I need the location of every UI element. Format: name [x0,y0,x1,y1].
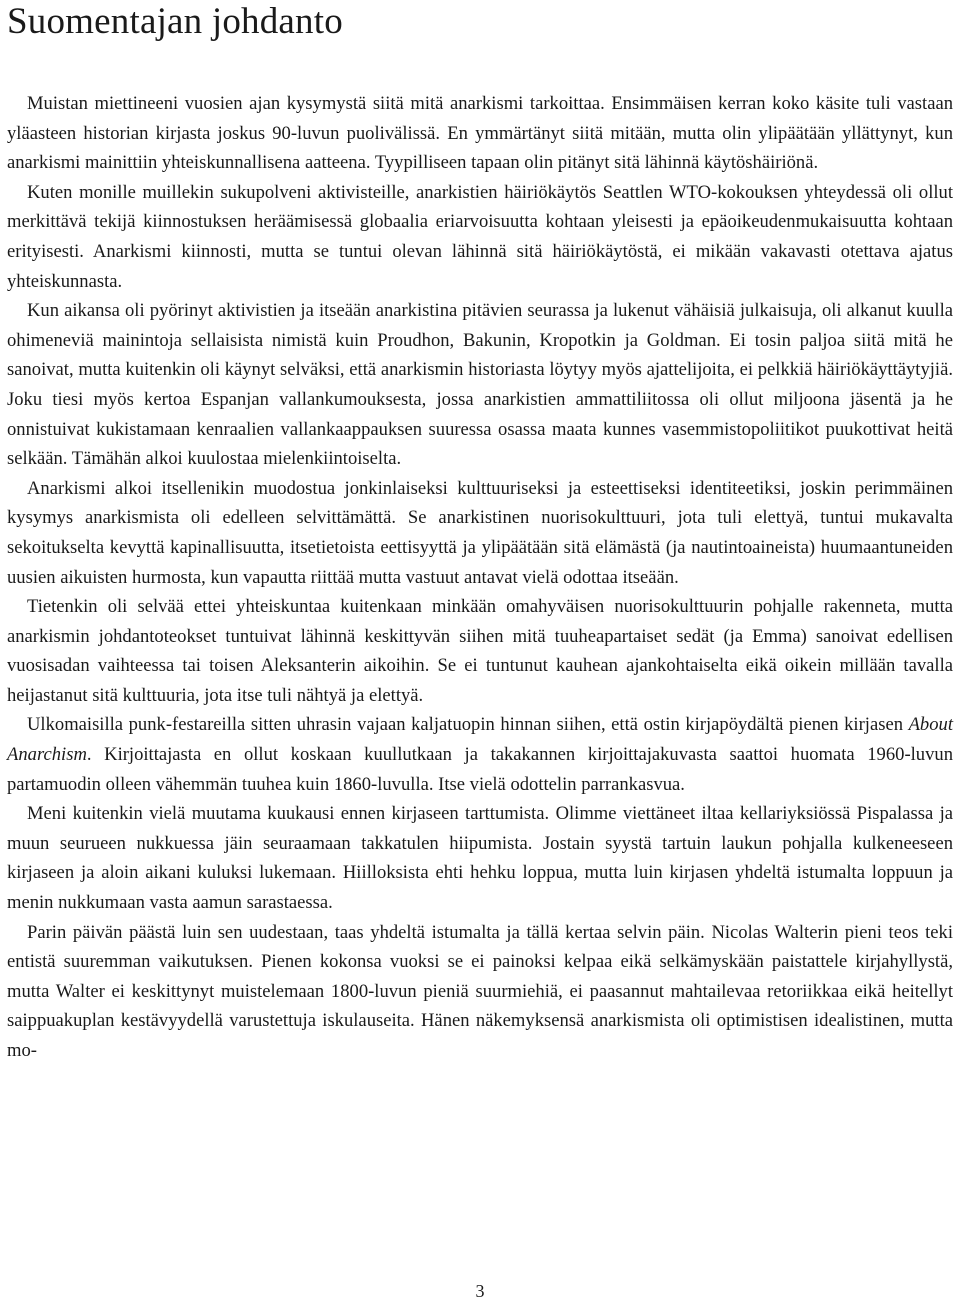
paragraph-4: Anarkismi alkoi itsellenikin muodostua jonkinlaiseksi kulttuuriseksi ja esteettiseksi identiteetiksi, joskin perimmäinen kysymys anarkismista oli edelleen selvittämättä. Se anarkistinen nuorisokulttuuri, jota tuli elettyä, tuntui mukavalta sekoitukselta kevyttä kapinallisuutta, itsetietoista eettisyyttä ja ylipäätään sitä elämästä (ja nautintoaineista) huumaantuneiden uusien aikuisten hurmosta, kun vapautta riittää mutta vastuut antavat vielä odottaa itseään. [7,477,953,588]
paragraph-2: Kuten monille muillekin sukupolveni aktivisteille, anarkistien häiriökäytös Seattlen WTO-kokouksen yhteydessä oli ollut merkittävä tekijä kiinnostuksen heräämisessä globaalia eriarvoisuutta kohtaan yleisesti ja epäoikeudenmukaisuutta kohtaan erityisesti. Anarkismi kiinnosti, mutta se tuntui olevan lähinnä sitä häiriökäytöstä, ei mikään vakavasti otettava ajatus yhteiskunnasta. [7,181,953,292]
paragraph-6-text-before: Ulkomaisilla punk-festareilla sitten uhrasin vajaan kaljatuopin hinnan siihen, että ostin kirjapöydältä pienen kirjasen [27,714,909,736]
page-content [7,0,953,1066]
page-number: 3 [475,1281,485,1301]
paragraph-8: Parin päivän päästä luin sen uudestaan, taas yhdeltä istumalta ja tällä kertaa selvin päin. Nicolas Walterin pieni teos teki entistä suuremman vaikutuksen. Pienen kokonsa vuoksi se ei painoksi kelpaa eikä selkämyskään paistattele kirjahyllystä, mutta Walter ei keskittynyt muistelemaan 1800-luvun pieniä suurmiehiä, ei paasannut mahtailevaa retoriikkaa eikä heitellyt saippuakuplan kestävyydellä varustettuja iskulauseita. Hänen näkemyksensä anarkismista oli optimistisen idealistinen, mutta mo- [7,921,953,1061]
paragraph-6 [7,710,953,799]
paragraph-6-text-after: . Kirjoittajasta en ollut koskaan kuullutkaan ja takakannen kirjoittajakuvasta saattoi huomata 1960-luvun partamuodin olleen vähemmän tuuhea kuin 1860-luvulla. Itse vielä odottelin parrankasvua. [7,744,953,795]
body-text [7,89,953,1066]
paragraph-7: Meni kuitenkin vielä muutama kuukausi ennen kirjaseen tarttumista. Olimme viettäneet iltaa kellariyksiössä Pispalassa ja muun seurueen nukkuessa jäin seuraamaan takkatulen hiipumista. Jostain syystä tartuin laukun pohjalla kulkeneeseen kirjaseen ja aloin aikani kuluksi lukemaan. Hiilloksista ehti hehku loppua, mutta luin kirjasen yhdeltä istumalta loppuun ja menin nukkumaan vasta aamun sarastaessa. [7,803,953,914]
paragraph-5: Tietenkin oli selvää ettei yhteiskuntaa kuitenkaan minkään omahyväisen nuorisokulttuurin pohjalle rakenneta, mutta anarkismin johdantoteokset tuntuivat lähinnä keskittyvän siihen mitä tuuheapartaiset sedät (ja Emma) sanoivat edellisen vuosisadan vaihteessa tai toisen Aleksanterin aikoihin. Se ei tuntunut kauhean ajankohtaiselta eikä oikein millään tavalla heijastanut sitä kulttuuria, jota itse tuli nähtyä ja elettyä. [7,596,953,706]
page-title: Suomentajan johdanto [7,1,343,42]
paragraph-3: Kun aikansa oli pyörinyt aktivistien ja itseään anarkistina pitävien seurassa ja lukenut vähäisiä julkaisuja, oli alkanut kuulla ohimeneviä mainintoja sellaisista nimistä kuin Proudhon, Bakunin, Kropotkin ja Goldman. Ei tosin paljoa siitä mitä he sanoivat, mutta kuitenkin oli käynyt selväksi, että anarkismin historiasta löytyy myös ajattelijoita, ei pelkkiä häiriökäyttäytyjiä. Joku tiesi myös kertoa Espanjan vallankumouksesta, jossa anarkistien ammattiliitossa oli ollut miljoona jäsentä ja he onnistuivat kukistamaan kenraalien vallankaappauksen suuressa osassa maata kunnes vasemmistopoliitikot puukottivat heitä selkään. Tämähän alkoi kuulostaa mielenkiintoiselta. [7,300,953,470]
paragraph-1: Muistan miettineeni vuosien ajan kysymystä siitä mitä anarkismi tarkoittaa. Ensimmäisen kerran koko käsite tuli vastaan yläasteen historian kirjasta joskus 90-luvun puolivälissä. En ymmärtänyt siitä mitään, mutta olin ylipäätään yllättynyt, kun anarkismi mainittiin yhteiskunnallisena aatteena. Tyypilliseen tapaan olin pitänyt sitä lähinnä käytöshäiriönä. [7,93,953,174]
book-title-italic: About Anarchism [7,714,953,766]
